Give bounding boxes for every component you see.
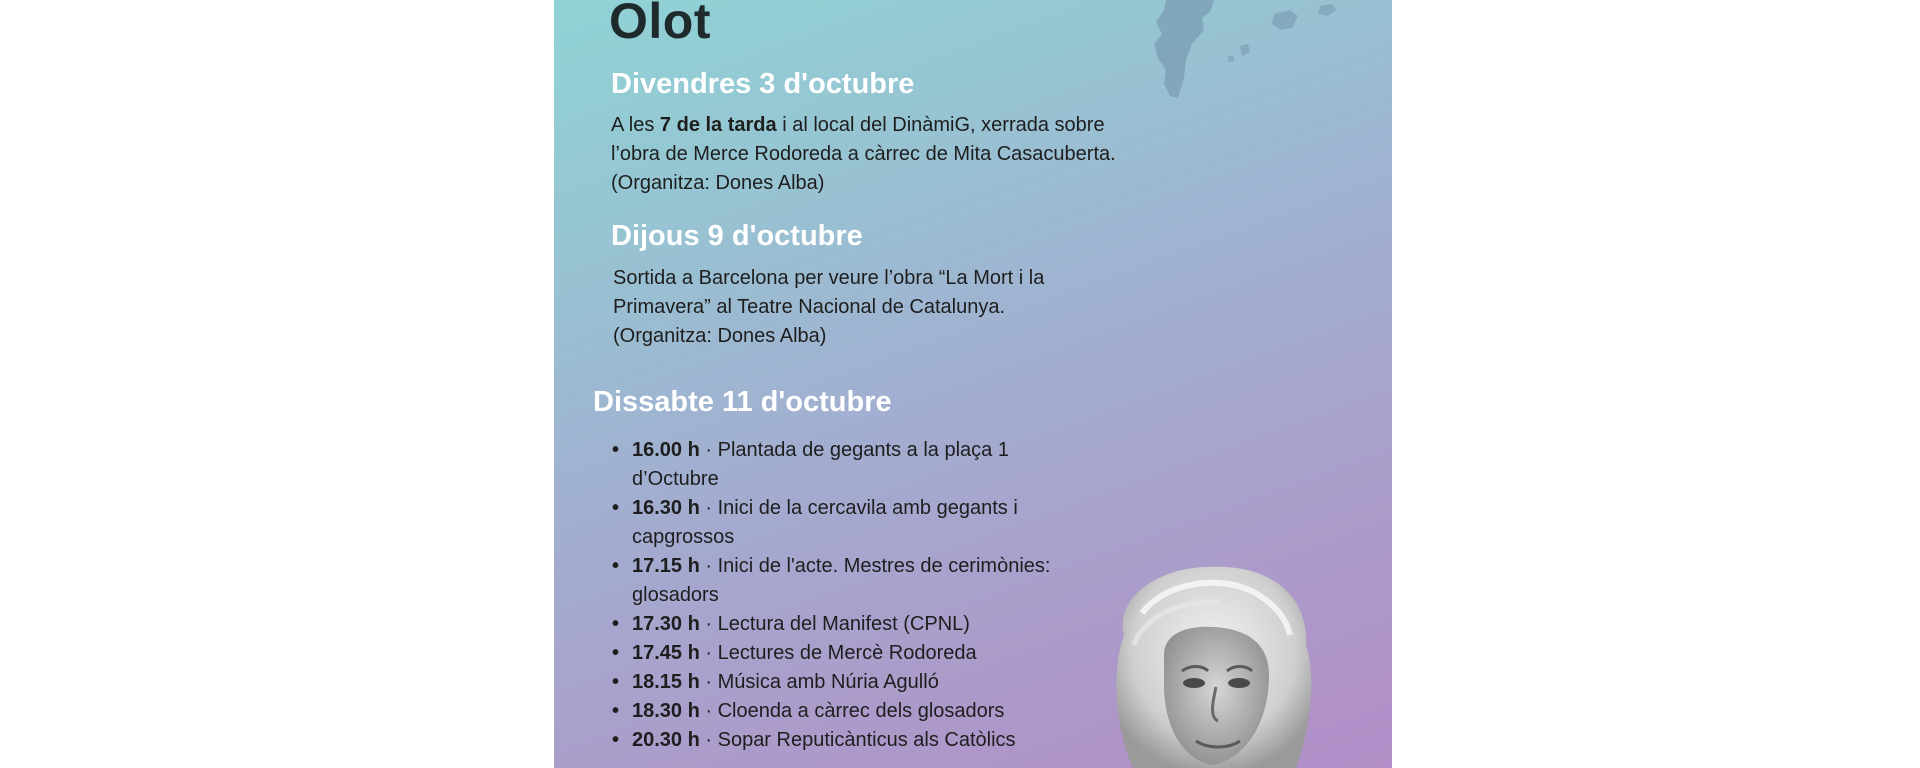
schedule-item: [612, 668, 1082, 697]
bullet-icon: •: [612, 671, 620, 693]
event-description-divendres: [611, 111, 1131, 198]
bullet-icon: •: [612, 642, 620, 664]
woman-portrait-icon: [1084, 565, 1344, 768]
bullet-icon: •: [612, 700, 620, 722]
schedule-item: [612, 552, 1082, 610]
bullet-icon: •: [612, 729, 620, 751]
schedule-text: · Cloenda a càrrec dels glosadors: [699, 700, 1005, 722]
schedule-item: [612, 639, 1082, 668]
schedule-text: · Lectures de Mercè Rodoreda: [699, 642, 977, 664]
bullet-icon: •: [612, 439, 620, 461]
event-time-highlight: 7 de la tarda: [659, 114, 777, 136]
schedule-time: 17.30 h: [632, 613, 700, 635]
schedule-time: 17.15 h: [632, 555, 700, 577]
schedule-item: [612, 610, 1082, 639]
schedule-item: [612, 697, 1082, 726]
schedule-text: · Música amb Núria Agulló: [699, 671, 939, 693]
saturday-schedule-list: [612, 436, 1082, 755]
schedule-time: 16.00 h: [632, 439, 700, 461]
schedule-item: [612, 494, 1082, 552]
day-heading-divendres: Divendres 3 d'octubre: [611, 68, 915, 100]
schedule-time: 20.30 h: [632, 729, 700, 751]
schedule-time: 17.45 h: [632, 642, 700, 664]
bullet-icon: •: [612, 555, 620, 577]
event-poster: [554, 0, 1392, 768]
day-heading-dissabte: Dissabte 11 d'octubre: [593, 386, 892, 418]
balearic-islands-map-icon: [1144, 0, 1392, 110]
schedule-time: 18.30 h: [632, 700, 700, 722]
town-title: Olot: [609, 0, 711, 49]
event-description-dijous: Sortida a Barcelona per veure l’obra “La Mort i la Primavera” al Teatre Nacional de Catalunya. (Organitza: Dones Alba): [613, 267, 1045, 347]
schedule-item: [612, 726, 1082, 755]
schedule-time: 16.30 h: [632, 497, 700, 519]
day-heading-dijous: Dijous 9 d'octubre: [611, 220, 863, 252]
event-text-post: i al local del DinàmiG, xerrada sobre l’obra de Merce Rodoreda a càrrec de Mita Casacuberta. (Organitza: Dones Alba): [611, 114, 1116, 194]
schedule-text: · Inici de la cercavila amb gegants i capgrossos: [632, 497, 1018, 548]
event-text-pre: A les: [611, 114, 660, 136]
schedule-text: · Sopar Reputicànticus als Catòlics: [699, 729, 1016, 751]
bullet-icon: •: [612, 613, 620, 635]
schedule-text: · Plantada de gegants a la plaça 1 d’Octubre: [632, 439, 1009, 490]
schedule-text: · Inici de l'acte. Mestres de cerimònies: glosadors: [632, 555, 1051, 606]
schedule-time: 18.15 h: [632, 671, 700, 693]
schedule-text: · Lectura del Manifest (CPNL): [699, 613, 970, 635]
schedule-item: [612, 436, 1082, 494]
bullet-icon: •: [612, 497, 620, 519]
